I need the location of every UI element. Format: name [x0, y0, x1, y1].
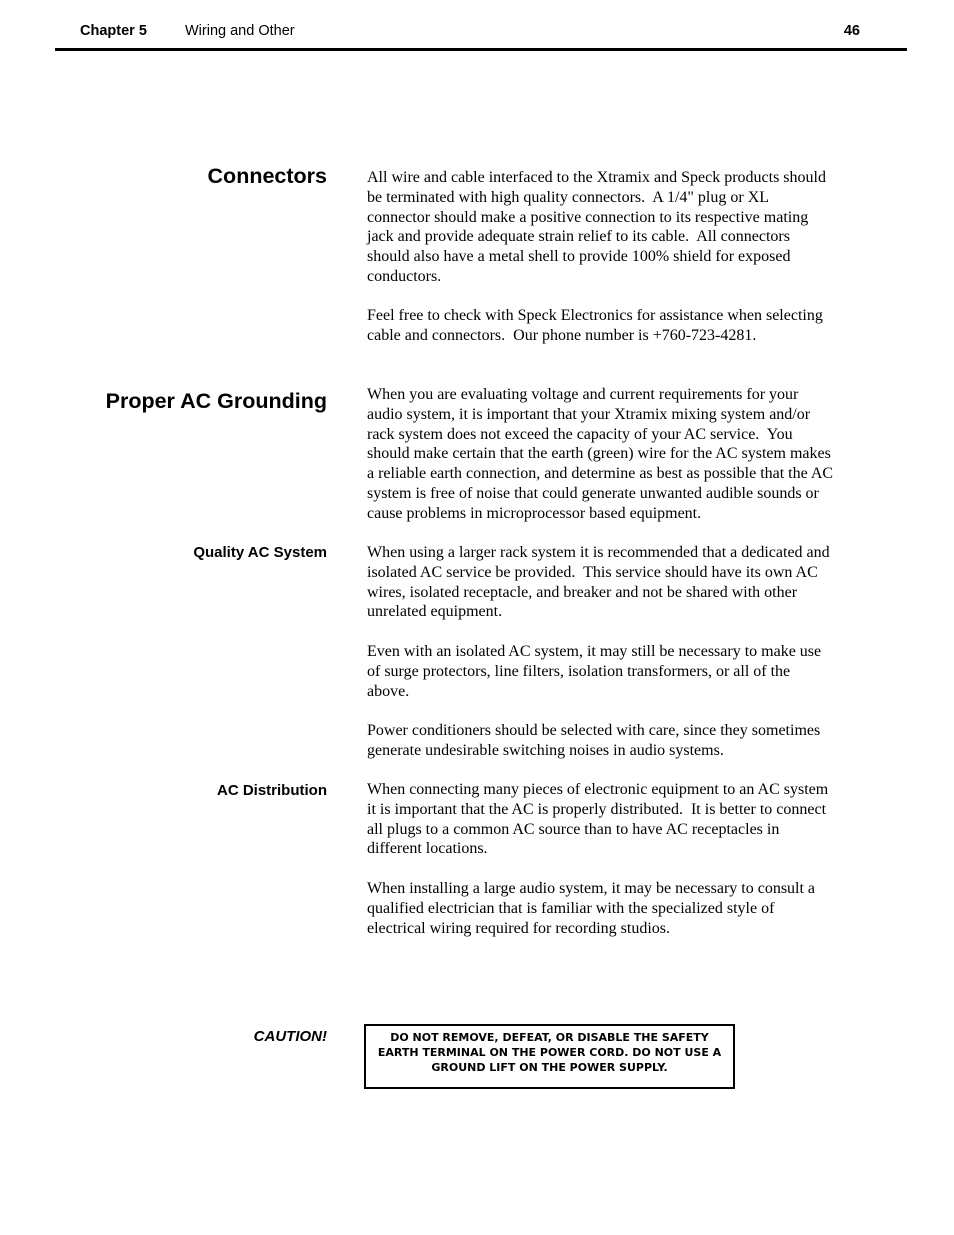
paragraph — [367, 543, 830, 622]
paragraph — [367, 306, 823, 346]
caution-line: DO NOT REMOVE, DEFEAT, OR DISABLE THE SAFETY — [390, 1031, 709, 1044]
header-rule — [55, 48, 907, 51]
paragraph — [367, 642, 821, 701]
heading-proper-ac-grounding: Proper AC Grounding — [105, 389, 327, 413]
caution-line: EARTH TERMINAL ON THE POWER CORD. DO NOT USE A — [377, 1046, 722, 1059]
text-line: wires, isolated receptacle, and breaker and not be shared with other — [367, 583, 798, 601]
subheading-ac-distribution: AC Distribution — [217, 782, 327, 799]
text-line: should also have a metal shell to provide 100% shield for exposed — [367, 248, 791, 266]
text-line: cable and connectors. Our phone number is +760-723-4281. — [367, 326, 757, 344]
text-line: isolated AC service be provided. This service should have its own AC — [367, 563, 818, 581]
caution-label: CAUTION! — [253, 1028, 327, 1045]
text-line: All wire and cable interfaced to the Xtramix and Speck products should — [367, 169, 826, 186]
text-line: Feel free to check with Speck Electronics for assistance when selecting — [367, 307, 823, 324]
text-line: qualified electrician that is familiar with the specialized style of — [367, 899, 775, 917]
text-line: system is free of noise that could generate unwanted audible sounds or — [367, 484, 819, 502]
text-line: rack system does not exceed the capacity of your AC service. You — [367, 425, 793, 443]
text-line: above. — [367, 682, 410, 700]
text-line: cause problems in microprocessor based equipment. — [367, 504, 702, 522]
text-line: conductors. — [367, 267, 442, 285]
paragraph — [367, 721, 820, 761]
text-line: different locations. — [367, 840, 488, 858]
caution-line: GROUND LIFT ON THE POWER SUPPLY. — [431, 1061, 668, 1074]
text-line: Even with an isolated AC system, it may still be necessary to make use — [367, 643, 822, 660]
page-number: 46 — [843, 23, 860, 39]
heading-connectors: Connectors — [207, 164, 327, 188]
text-line: Power conditioners should be selected with care, since they sometimes — [367, 722, 821, 739]
paragraph — [367, 168, 826, 287]
paragraph — [367, 780, 828, 859]
text-line: it is important that the AC is properly distributed. It is better to connect — [367, 800, 827, 818]
paragraph — [367, 879, 815, 938]
text-line: all plugs to a common AC source than to have AC receptacles in — [367, 820, 780, 838]
chapter-title: Wiring and Other — [185, 23, 295, 39]
text-line: audio system, it is important that your Xtramix mixing system and/or — [367, 405, 811, 423]
text-line: a reliable earth connection, and determine as best as possible that the AC — [367, 465, 834, 483]
text-line: jack and provide adequate strain relief to its cable. All connectors — [367, 228, 790, 246]
text-line: When using a larger rack system it is recommended that a dedicated and — [367, 544, 830, 561]
paragraph — [367, 385, 833, 524]
text-line: unrelated equipment. — [367, 603, 503, 621]
text-line: of surge protectors, line filters, isolation transformers, or all of the — [367, 662, 791, 680]
text-line: When connecting many pieces of electronic equipment to an AC system — [367, 781, 829, 798]
text-line: electrical wiring required for recording studios. — [367, 919, 670, 937]
text-line: should make certain that the earth (green) wire for the AC system makes — [367, 445, 831, 463]
text-line: generate undesirable switching noises in audio systems. — [367, 741, 724, 759]
subheading-quality-ac-system: Quality AC System — [193, 544, 327, 561]
text-line: connector should make a positive connection to its respective mating — [367, 208, 809, 226]
text-line: When installing a large audio system, it may be necessary to consult a — [367, 880, 816, 897]
caution-box — [364, 1024, 735, 1089]
chapter-label: Chapter 5 — [80, 23, 147, 39]
text-line: When you are evaluating voltage and current requirements for your — [367, 386, 799, 403]
text-line: be terminated with high quality connectors. A 1/4" plug or XL — [367, 188, 770, 206]
